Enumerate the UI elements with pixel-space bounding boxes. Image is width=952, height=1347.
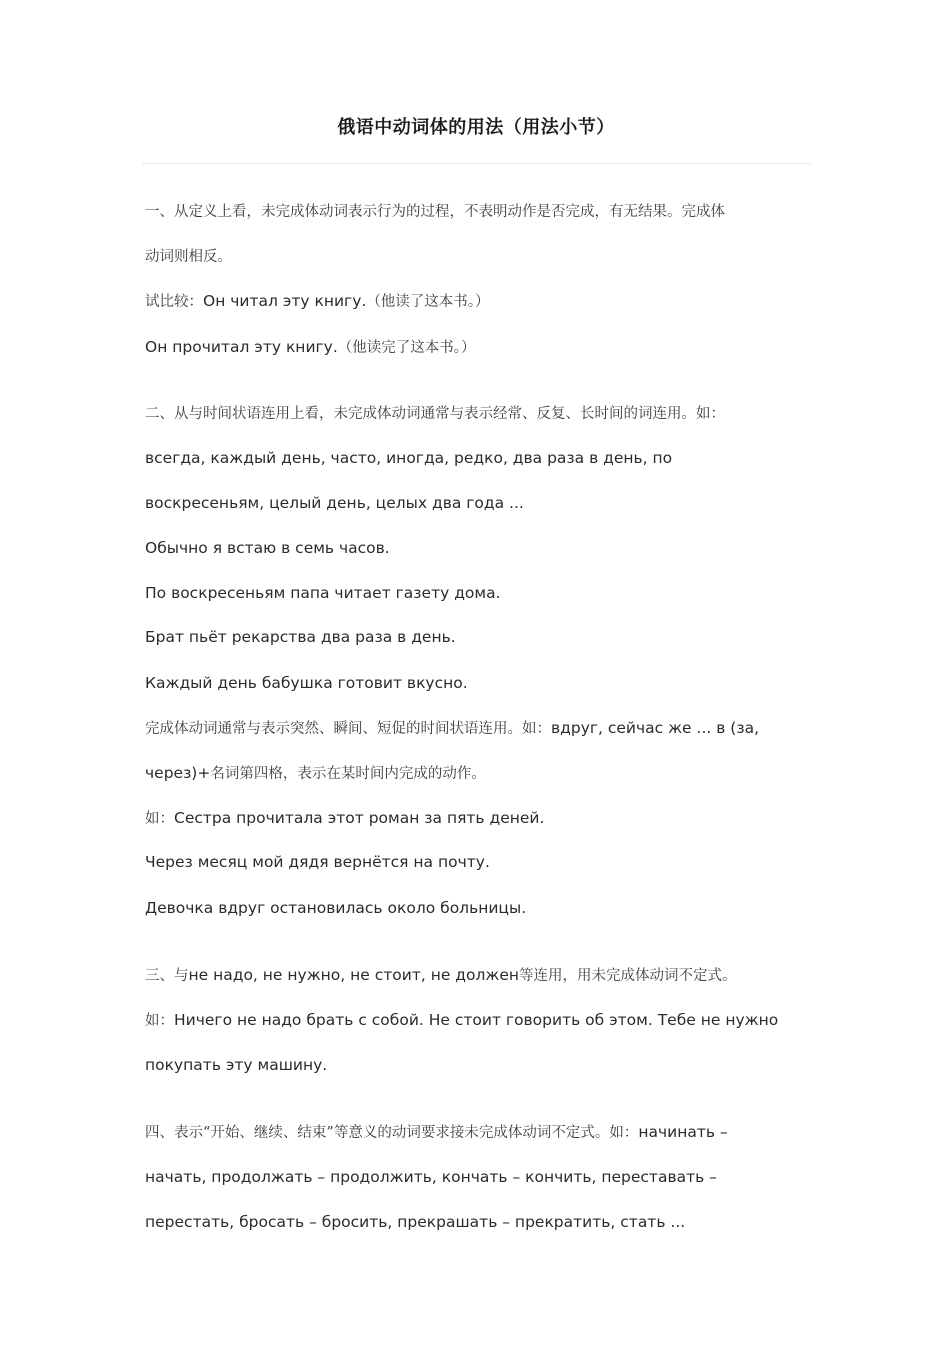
title-divider (143, 163, 811, 164)
cn-text: 完成体动词通常与表示突然、瞬间、短促的时间状语连用。如： (145, 721, 551, 737)
section-2-line-6 (145, 625, 813, 649)
ru-text: не надо, не нужно, не стоит, не должен (188, 966, 520, 984)
document-title: 俄语中动词体的用法（用法小节） (337, 117, 615, 138)
ru-text: через)+ (145, 764, 211, 782)
section-2-line-9 (145, 761, 813, 786)
cn-text: 二、从与时间状语连用上看，未完成体动词通常与表示经常、反复、长时间的词连用。如： (145, 406, 725, 422)
ru-text: Он читал эту книгу. (203, 292, 367, 310)
cn-text: 试比较： (145, 294, 203, 310)
section-2-line-11 (145, 850, 813, 874)
cn-text: （他读了这本书。） (366, 294, 490, 310)
section-1-line-2 (145, 244, 813, 269)
ru-text: воскресеньям, целый день, целых два года ... (145, 494, 524, 512)
section-2-line-7 (145, 671, 813, 695)
cn-text: （他读完了这本书。） (337, 340, 476, 356)
ru-text: всегда, каждый день, часто, иногда, редко, два раза в день, по (145, 449, 673, 467)
section-2-line-8 (145, 716, 813, 741)
ru-text: Через месяц мой дядя вернётся на почту. (145, 853, 490, 871)
section-2-line-1 (145, 401, 813, 426)
ru-text: покупать эту машину. (145, 1056, 328, 1074)
ru-text: Брат пьёт рекарства два раза в день. (145, 628, 456, 646)
ru-text: Сестра прочитала этот роман за пять деней. (174, 809, 545, 827)
section-2-line-5 (145, 581, 813, 605)
cn-text: 如： (145, 811, 174, 827)
section-3-line-2 (145, 1008, 813, 1033)
ru-text: вдруг, сейчас же ... в (за, (551, 719, 760, 737)
cn-text: 等连用，用未完成体动词不定式。 (519, 968, 737, 984)
cn-text: 三、与 (145, 968, 189, 984)
section-4-line-3 (145, 1210, 813, 1234)
section-2-line-10 (145, 806, 813, 831)
section-4-line-2 (145, 1165, 813, 1189)
section-2-line-3 (145, 491, 813, 515)
section-1-line-4 (145, 335, 813, 360)
section-3-line-1 (145, 963, 813, 988)
ru-text: Ничего не надо брать с собой. Не стоит говорить об этом. Тебе не нужно (174, 1011, 779, 1029)
ru-text: По воскресеньям папа читает газету дома. (145, 584, 501, 602)
ru-text: Каждый день бабушка готовит вкусно. (145, 674, 468, 692)
ru-text: Он прочитал эту книгу. (145, 338, 338, 356)
section-4-line-1 (145, 1120, 813, 1145)
cn-text: 四、表示“开始、继续、结束”等意义的动词要求接未完成体动词不定式。如： (145, 1125, 639, 1141)
section-2-line-4 (145, 536, 813, 560)
section-2-line-2 (145, 446, 813, 470)
cn-text: 名词第四格，表示在某时间内完成的动作。 (210, 766, 486, 782)
ru-text: начать, продолжать – продолжить, кончать – кончить, переставать – (145, 1168, 717, 1186)
section-2-line-12 (145, 896, 813, 920)
ru-text: Девочка вдруг остановилась около больницы. (145, 899, 527, 917)
cn-text: 一、从定义上看，未完成体动词表示行为的过程，不表明动作是否完成，有无结果。完成体 (145, 204, 725, 220)
ru-text: перестать, бросать – бросить, прекрашать – прекратить, стать ... (145, 1213, 686, 1231)
ru-text: начинать – (638, 1123, 728, 1141)
cn-text: 如： (145, 1013, 174, 1029)
section-1-line-3 (145, 289, 813, 314)
section-1-line-1 (145, 199, 813, 224)
cn-text: 动词则相反。 (145, 249, 232, 265)
ru-text: Обычно я встаю в семь часов. (145, 539, 390, 557)
section-3-line-3 (145, 1053, 813, 1077)
